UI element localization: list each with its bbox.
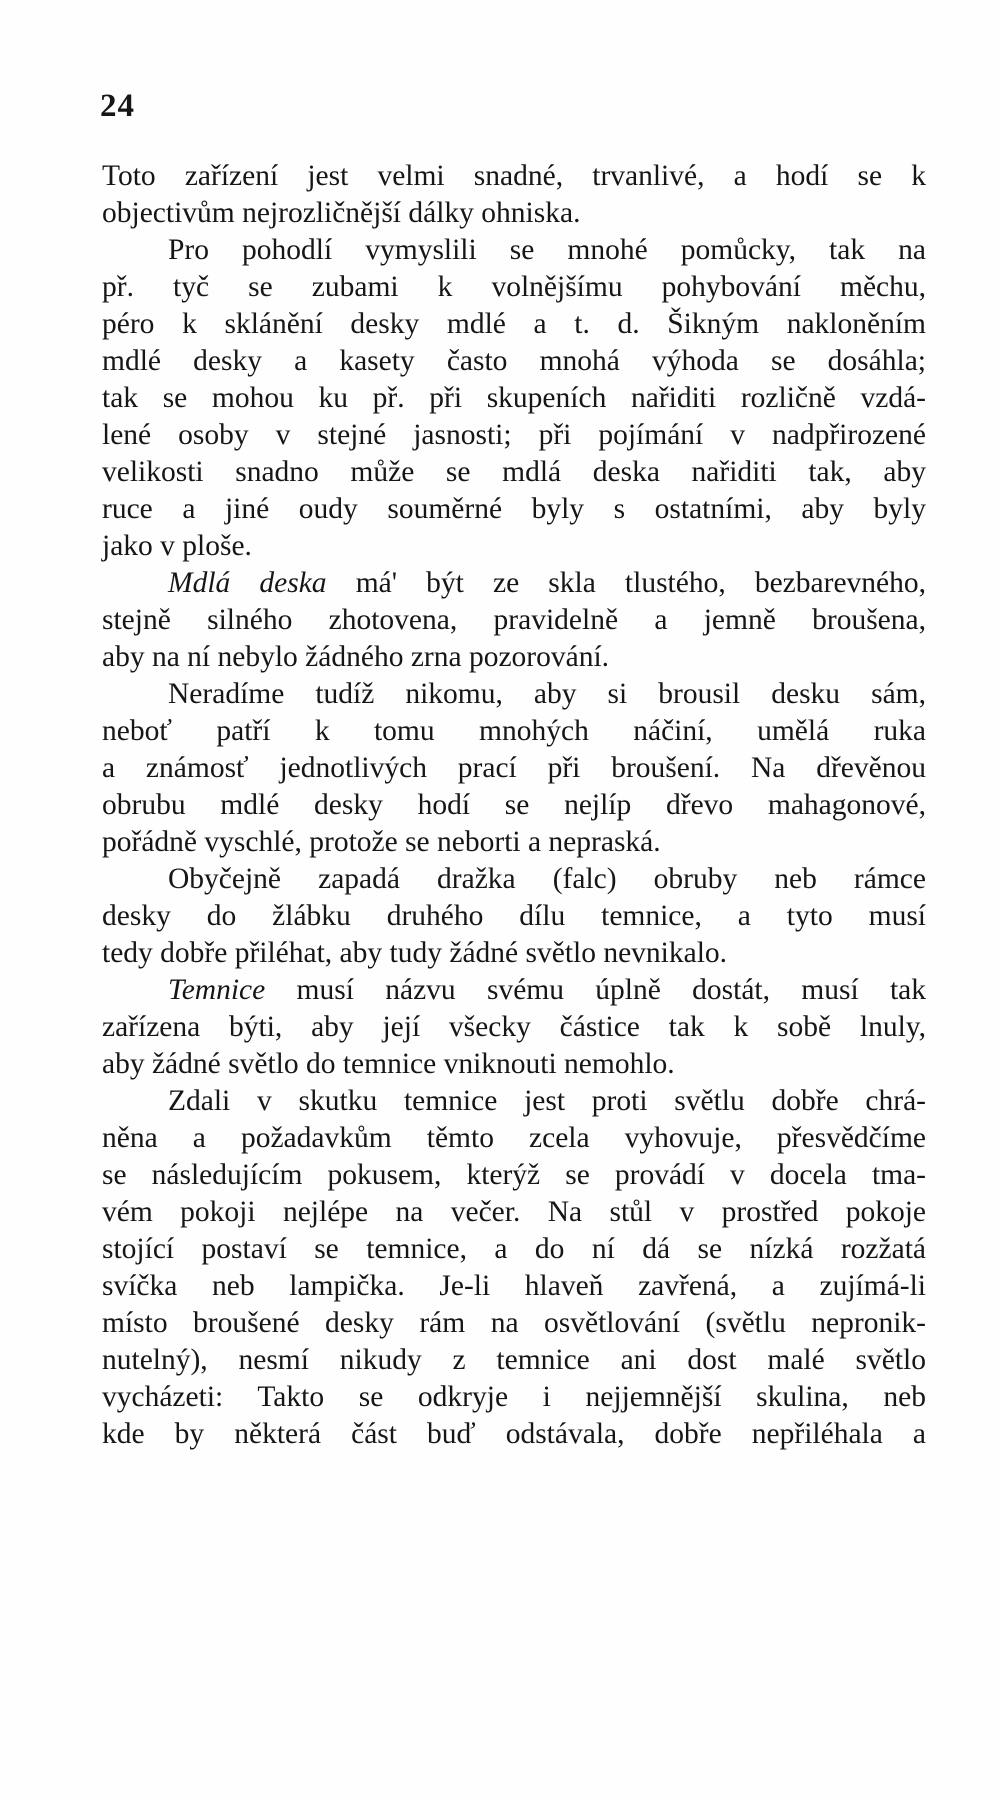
text-line: nutelný), nesmí nikudy z temnice ani dost malé světlo [102,1344,926,1376]
text-line: péro k sklánění desky mdlé a t. d. Šikným nakloněním [102,308,926,340]
text-line: stojící postaví se temnice, a do ní dá se nízká rozžatá [102,1233,926,1265]
text-line: se následujícím pokusem, kterýž se provádí v docela tma- [102,1159,926,1191]
text-line: zařízena býti, aby její všecky částice tak k sobě lnuly, [102,1011,926,1043]
page-number: 24 [100,88,135,124]
text-line: aby žádné světlo do temnice vniknouti nemohlo. [102,1048,675,1080]
text-line: vém pokoji nejlépe na večer. Na stůl v prostřed pokoje [102,1196,926,1228]
text-line: obrubu mdlé desky hodí se nejlíp dřevo mahagonové, [102,789,926,821]
text-line: desky do žlábku druhého dílu temnice, a tyto musí [102,900,926,932]
text-line: lené osoby v stejné jasnosti; při pojímání v nadpřirozené [102,419,926,451]
text-line: Pro pohodlí vymyslili se mnohé pomůcky, tak na [168,234,926,266]
text-line: objectivům nejrozličnější dálky ohniska. [102,197,581,229]
text-line: pořádně vyschlé, protože se neborti a nepraská. [102,826,661,858]
text-line: Neradíme tudíž nikomu, aby si brousil desku sám, [168,678,926,710]
italic-term: Temnice [168,974,266,1006]
text-line: místo broušené desky rám na osvětlování (světlu nepronik- [102,1307,926,1339]
text-line: Zdali v skutku temnice jest proti světlu dobře chrá- [168,1085,926,1117]
text-line: stejně silného zhotovena, pravidelně a jemně broušena, [102,604,926,636]
text-line: vycházeti: Takto se odkryje i nejjemnější skulina, neb [102,1381,926,1413]
text-line: svíčka neb lampička. Je-li hlaveň zavřená, a zujímá-li [102,1270,926,1302]
italic-term: Mdlá deska [168,567,327,599]
text-line: velikosti snadno může se mdlá deska nařiditi tak, aby [102,456,926,488]
text-line: kde by některá část buď odstávala, dobře nepřiléhala a [102,1418,926,1450]
text-line: Obyčejně zapadá dražka (falc) obruby neb rámce [168,863,926,895]
text-line: tak se mohou ku př. při skupeních nařiditi rozličně vzdá- [102,382,926,414]
text-line: a známosť jednotlivých prací při broušení. Na dřevěnou [102,752,926,784]
text-line: ruce a jiné oudy souměrné byly s ostatními, aby byly [102,493,926,525]
text-line: mdlé desky a kasety často mnohá výhoda se dosáhla; [102,345,926,377]
text-line: tedy dobře přiléhat, aby tudy žádné světlo nevnikalo. [102,937,728,969]
text-line: neboť patří k tomu mnohých náčiní, umělá ruka [102,715,926,747]
text-line: aby na ní nebylo žádného zrna pozorování. [102,641,610,673]
text-run: musí názvu svému úplně dostát, musí tak [296,974,927,1006]
text-line: př. tyč se zubami k volnějšímu pohybování měchu, [102,271,926,303]
text-line: jako v ploše. [102,530,252,562]
text-line: něna a požadavkům těmto zcela vyhovuje, přesvědčíme [102,1122,926,1154]
text-line: Toto zařízení jest velmi snadné, trvanlivé, a hodí se k [102,160,926,192]
text-run: má' být ze skla tlustého, bezbarevného, [355,567,927,599]
